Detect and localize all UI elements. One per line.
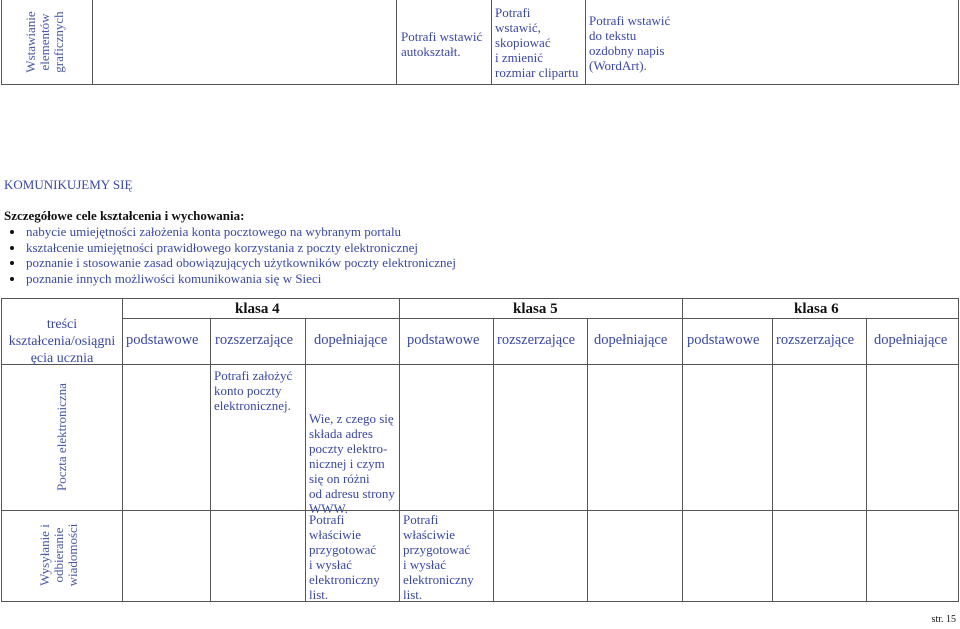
header-klasa-5: klasa 5	[513, 301, 558, 317]
header-rozszerzajace: rozszerzające	[497, 332, 576, 348]
header-klasa-6: klasa 6	[794, 301, 839, 317]
table-border	[1, 0, 2, 85]
table-border	[866, 318, 867, 602]
table-border	[305, 318, 306, 602]
table-border	[122, 298, 123, 602]
header-podstawowe: podstawowe	[126, 332, 199, 348]
goals-list	[4, 224, 456, 287]
header-podstawowe: podstawowe	[687, 332, 760, 348]
table-border	[1, 510, 959, 511]
page-number: str. 15	[931, 614, 956, 625]
row-label-graphics: Wstawianie elementów graficznych	[23, 11, 66, 73]
table-border	[122, 318, 959, 319]
table-border	[92, 0, 93, 85]
corner-label: treści kształcenia/osiągni ęcia ucznia	[8, 317, 116, 366]
table-border	[1, 298, 959, 299]
list-item: poznanie i stosowanie zasad obowiązujących użytkowników poczty elektronicznej	[4, 255, 456, 271]
goals-title: Szczegółowe cele kształcenia i wychowania:	[4, 208, 245, 223]
table-border	[585, 0, 586, 85]
header-podstawowe: podstawowe	[407, 332, 480, 348]
cell-autoshape: Potrafi wstawić autokształt.	[401, 29, 483, 59]
header-dopelniajace: dopełniające	[314, 332, 388, 348]
table-border	[399, 298, 400, 602]
header-rozszerzajace: rozszerzające	[776, 332, 855, 348]
table-border	[682, 298, 683, 602]
row-label-messages: Wysyłanie i odbieranie wiadomości	[37, 523, 80, 587]
header-dopelniajace: dopełniające	[874, 332, 948, 348]
table-border	[396, 0, 397, 85]
list-item: poznanie innych możliwości komunikowania się w Sieci	[4, 271, 456, 287]
header-rozszerzajace: rozszerzające	[215, 332, 294, 348]
table-border	[491, 0, 492, 85]
cell-send-letter: Potrafi właściwie przygotować i wysłać elektroniczny list.	[403, 512, 474, 602]
cell-send-letter: Potrafi właściwie przygotować i wysłać elektroniczny list.	[309, 512, 380, 602]
table-border	[493, 318, 494, 602]
table-border	[587, 318, 588, 602]
table-border	[958, 0, 959, 85]
cell-email-address: Wie, z czego się składa adres poczty elektro- nicznej i czym się on różni od adresu strony WWW.	[309, 411, 395, 516]
cell-create-account: Potrafi założyć konto poczty elektronicznej.	[214, 368, 293, 413]
list-item: kształcenie umiejętności prawidłowego korzystania z poczty elektronicznej	[4, 240, 456, 256]
header-klasa-4: klasa 4	[235, 301, 280, 317]
list-item: nabycie umiejętności założenia konta pocztowego na wybranym portalu	[4, 224, 456, 240]
table-border	[1, 84, 959, 85]
section-heading: KOMUNIKUJEMY SIĘ	[4, 177, 133, 192]
cell-wordart: Potrafi wstawić do tekstu ozdobny napis (WordArt).	[589, 13, 671, 73]
table-border	[958, 298, 959, 602]
header-dopelniajace: dopełniające	[594, 332, 668, 348]
table-border	[1, 364, 959, 365]
table-border	[772, 318, 773, 602]
cell-clipart: Potrafi wstawić, skopiować i zmienić rozmiar clipartu	[495, 5, 579, 80]
row-label-email: Poczta elektroniczna	[54, 383, 69, 491]
table-border	[210, 318, 211, 602]
